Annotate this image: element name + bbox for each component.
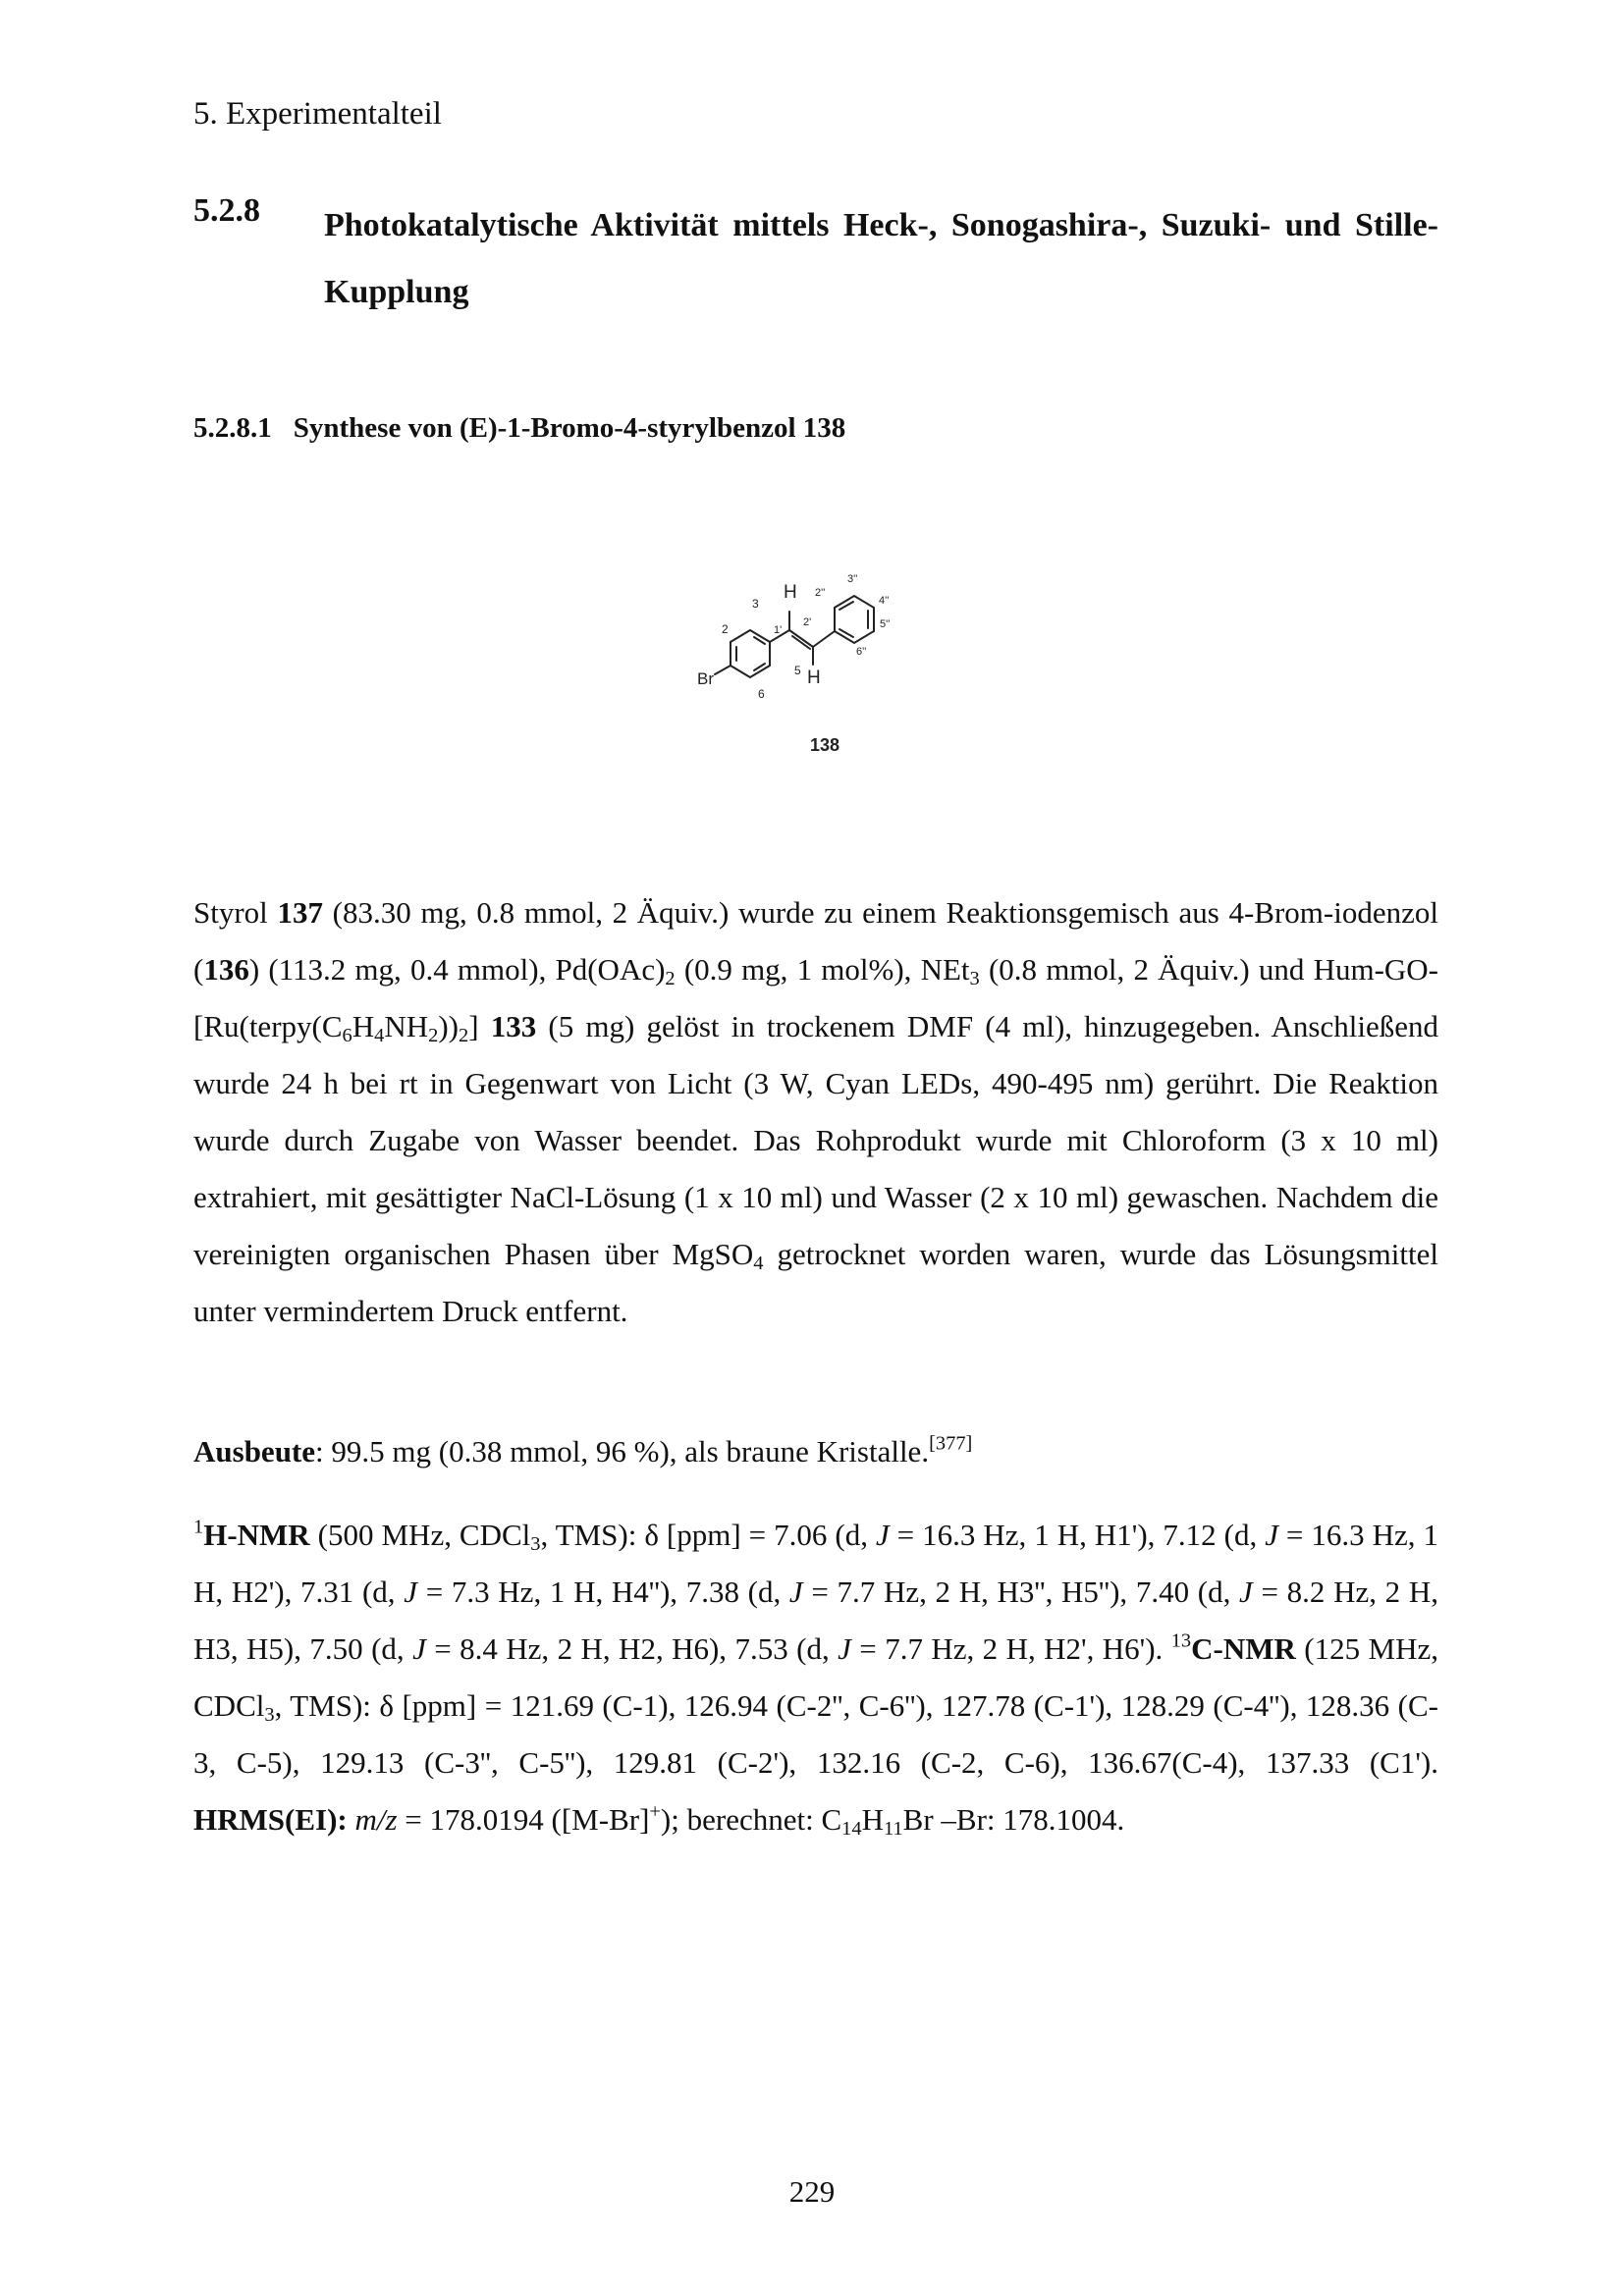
nmr-text: = 16.3 Hz, 1 H, H2'), 7.31 (d, <box>193 1518 1439 1609</box>
procedure-text: ] <box>468 1009 491 1043</box>
atom-label-6pp: 6'' <box>856 646 867 658</box>
procedure-text: getrocknet worden waren, wurde das Lösungsmittel unter vermindertem Druck entfernt. <box>193 1237 1438 1328</box>
subscript: 11 <box>883 1818 903 1841</box>
subscript: 14 <box>841 1818 862 1841</box>
atom-label-5: 5 <box>794 664 801 677</box>
procedure-text: (0.8 mmol, 2 Äquiv.) und Hum-GO-[Ru(terpy(C <box>193 952 1438 1043</box>
vinyl-double-bond <box>789 630 813 647</box>
atom-label-5pp: 5'' <box>880 618 891 630</box>
nmr-text: ); berechnet: C <box>660 1802 842 1837</box>
nmr-text: H <box>861 1802 884 1837</box>
nmr-text: (500 MHz, CDCl <box>309 1518 531 1552</box>
bromine-label: Br <box>697 669 714 688</box>
structure-drawing <box>668 545 982 771</box>
coupling-constant-symbol: J <box>1239 1575 1253 1609</box>
nmr-text: (125 MHz, CDCl <box>193 1631 1438 1723</box>
procedure-text: (83.30 mg, 0.8 mmol, 2 Äquiv.) wurde zu einem Reaktionsgemisch aus 4-Brom-iodenzol ( <box>193 895 1438 987</box>
compound-ref: 133 <box>490 1009 537 1043</box>
yield-label: Ausbeute <box>193 1434 316 1468</box>
procedure-text: (5 mg) gelöst in trockenem DMF (4 ml), hinzugegeben. Anschließend wurde 24 h bei rt in Gegenwart von Licht (3 W, Cyan LEDs, 490-495 nm) gerührt. Die Reaktion wurde durch Zugabe von Wasser beendet. Das Rohprodukt wurde mit Chloroform (3 x 10 ml) extrahiert, mit gesättigter NaCl-Lösung (1 x 10 ml) und Wasser (2 x 10 ml) gewaschen. Nachdem die vereinigten organischen Phasen über MgSO <box>193 1009 1438 1271</box>
subscript: 2 <box>428 1025 439 1047</box>
subscript: 4 <box>753 1253 764 1275</box>
coupling-constant-symbol: J <box>838 1631 851 1666</box>
subscript: 4 <box>374 1025 385 1047</box>
atom-label-1p: 1' <box>774 624 783 636</box>
coupling-constant-symbol: J <box>1265 1518 1278 1552</box>
procedure-paragraph <box>193 884 1438 1340</box>
yield-paragraph <box>193 1423 1438 1480</box>
coupling-constant-symbol: J <box>412 1631 426 1666</box>
subscript: 3 <box>264 1704 275 1727</box>
compound-number: 138 <box>809 735 840 755</box>
section-title: Photokatalytische Aktivität mittels Heck-, Sonogashira-, Suzuki- und Stille-Kupplung <box>324 207 1438 310</box>
h-bottom-label: H <box>807 667 821 688</box>
mz-symbol: m/z <box>354 1802 398 1837</box>
subscript: 2 <box>459 1025 469 1047</box>
nmr-text: = 16.3 Hz, 1 H, H1'), 7.12 (d, <box>889 1518 1266 1552</box>
atom-label-3: 3 <box>752 597 759 611</box>
subscript: 3 <box>969 968 980 990</box>
procedure-text: )) <box>438 1009 460 1043</box>
procedure-text: NH <box>384 1009 429 1043</box>
nmr-text: Br –Br: 178.1004. <box>902 1802 1125 1837</box>
section-number: 5.2.8 <box>193 192 260 229</box>
atom-label-2: 2 <box>722 622 729 636</box>
coupling-constant-symbol: J <box>875 1518 890 1552</box>
nmr-text: = 8.4 Hz, 2 H, H2, H6), 7.53 (d, <box>425 1631 839 1666</box>
subscript: 2 <box>665 968 676 990</box>
atom-label-2p: 2' <box>803 616 812 628</box>
cnmr-label: C-NMR <box>1191 1631 1296 1666</box>
page-number: 229 <box>788 2174 836 2209</box>
hnmr-label: H-NMR <box>203 1518 310 1552</box>
citation-ref: [377] <box>929 1432 973 1455</box>
nmr-text: , TMS): δ [ppm] = 121.69 (C-1), 126.94 (C-2'', C-6''), 127.78 (C-1'), 128.29 (C-4''), 128.36 (C-3, C-5), 129.13 (C-3'', C-5''), 129.81 (C-2'), 132.16 (C-2, C-6), 136.67(C-4), 137.33 (C1'). <box>193 1688 1438 1780</box>
compound-ref: 137 <box>277 895 323 930</box>
h-top-label: H <box>784 582 797 603</box>
chemical-structure <box>668 545 982 771</box>
coupling-constant-symbol: J <box>404 1575 418 1609</box>
hrms-label: HRMS(EI): <box>193 1802 348 1837</box>
nmr-paragraph <box>193 1507 1438 1848</box>
procedure-text: ) (113.2 mg, 0.4 mmol), Pd(OAc) <box>248 952 666 987</box>
subscript: 3 <box>530 1533 541 1556</box>
nmr-text: = 8.2 Hz, 2 H, H3, H5), 7.50 (d, <box>193 1575 1438 1666</box>
yield-text: : 99.5 mg (0.38 mmol, 96 %), als braune Kristalle. <box>315 1434 930 1468</box>
subsection-number: 5.2.8.1 <box>193 412 272 444</box>
subsection-heading <box>193 412 845 445</box>
subsection-title: Synthese von (E)-1-Bromo-4-styrylbenzol 138 <box>293 412 846 444</box>
charge-superscript: + <box>649 1800 661 1823</box>
nmr-text: , TMS): δ [ppm] = 7.06 (d, <box>540 1518 876 1552</box>
isotope-superscript: 13 <box>1170 1629 1192 1652</box>
running-head: 5. Experimentalteil <box>193 96 442 132</box>
procedure-text: Styrol <box>193 895 278 930</box>
nmr-text: = 178.0194 ([M-Br] <box>397 1802 650 1837</box>
atom-label-6: 6 <box>758 687 765 701</box>
nmr-text: = 7.3 Hz, 1 H, H4''), 7.38 (d, <box>417 1575 789 1609</box>
procedure-text: (0.9 mg, 1 mol%), NEt <box>675 952 970 987</box>
atom-label-3pp: 3'' <box>847 573 858 585</box>
coupling-constant-symbol: J <box>788 1575 803 1609</box>
vinyl-bond-2 <box>813 631 835 647</box>
compound-ref: 136 <box>203 952 249 987</box>
bromine-bond <box>715 666 731 674</box>
procedure-text: H <box>352 1009 375 1043</box>
isotope-superscript: 1 <box>193 1516 204 1538</box>
nmr-text: = 7.7 Hz, 2 H, H2', H6'). <box>850 1631 1171 1666</box>
atom-label-4pp: 4'' <box>879 595 890 607</box>
subscript: 6 <box>342 1025 352 1047</box>
nmr-text: = 7.7 Hz, 2 H, H3'', H5''), 7.40 (d, <box>802 1575 1240 1609</box>
atom-label-2pp: 2'' <box>815 587 826 599</box>
